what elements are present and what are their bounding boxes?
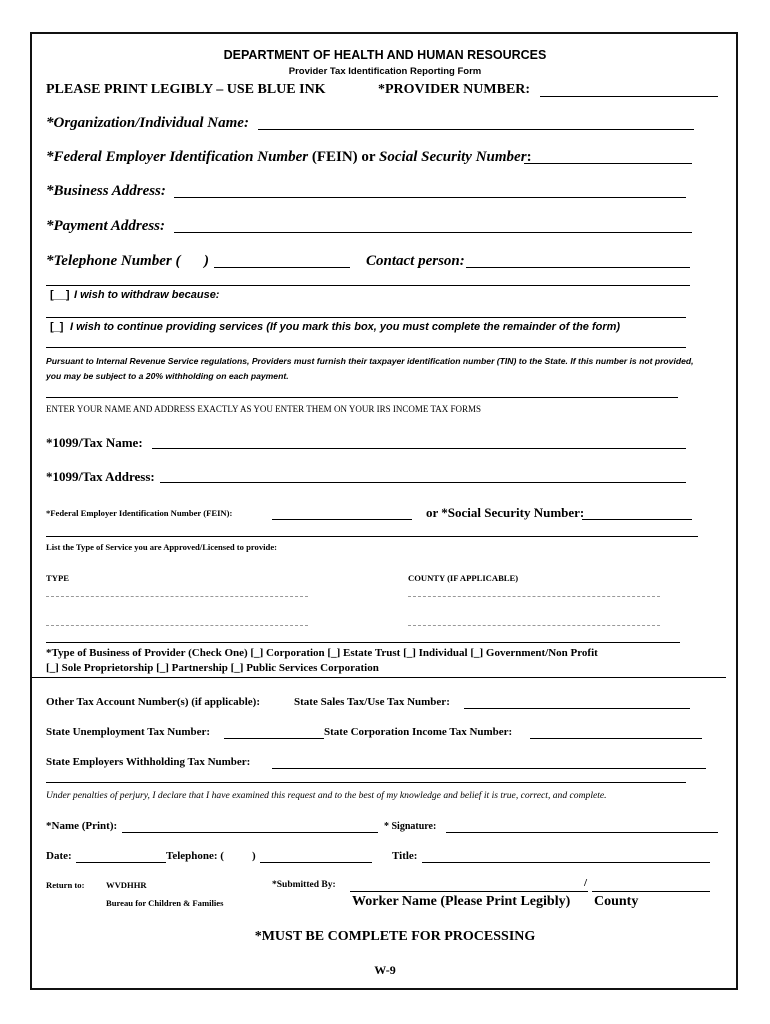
worker-county-caption: County [594,894,639,909]
unemployment-tax-label: State Unemployment Tax Number: [46,726,211,738]
business-type-line-2[interactable]: [_] Sole Proprietorship [_] Partnership [_] Public Services Corporation [46,662,379,674]
business-address-label: *Business Address: [46,183,166,199]
sales-tax-label: State Sales Tax/Use Tax Number: [294,696,450,708]
fein-ssn-label: *Federal Employer Identification Number (FEIN) or Social Security Number: [46,149,532,165]
telephone-label: *Telephone Number ( [46,253,181,269]
continue-label: I wish to continue providing services (If you mark this box, you must complete the remainder of the form) [70,321,621,333]
form-title: Provider Tax Identification Reporting Form [288,66,482,77]
service-type-line-2[interactable] [46,625,308,626]
irs-fein-label: *Federal Employer Identification Number (FEIN): [46,508,233,518]
provider-number-field[interactable] [540,84,718,97]
tax-address-label: *1099/Tax Address: [46,469,155,484]
business-address-field[interactable] [174,183,686,198]
org-name-field[interactable] [258,115,694,130]
return-to-label: Return to: [46,880,85,890]
irs-ssn-field[interactable] [582,506,692,520]
payment-address-label: *Payment Address: [46,218,166,234]
signature-telephone-close: ) [252,850,256,862]
irs-ssn-label: or *Social Security Number: [426,505,585,520]
divider-2 [46,347,686,348]
date-label: Date: [46,850,72,862]
must-complete-notice: *MUST BE COMPLETE FOR PROCESSING [254,929,536,944]
tax-name-field[interactable] [152,435,686,449]
withdraw-checkbox[interactable]: [__] [50,289,70,301]
print-name-label: *Name (Print): [46,820,118,832]
unemployment-tax-field[interactable] [224,726,324,739]
perjury-declaration: Under penalties of perjury, I declare that I have examined this request and to the best of my knowledge and belief it is true, correct, and complete. [46,790,607,801]
worker-county-slash: / [584,877,588,889]
corporation-tax-label: State Corporation Income Tax Number: [324,726,513,738]
tax-name-label: *1099/Tax Name: [46,435,143,450]
title-label: Title: [392,850,418,862]
department-title: DEPARTMENT OF HEALTH AND HUMAN RESOURCES [223,48,547,62]
sales-tax-field[interactable] [464,696,690,709]
signature-label: * Signature: [384,821,437,832]
worker-county-field[interactable] [592,880,710,892]
divider-5 [46,642,680,643]
continue-checkbox[interactable]: [_] [50,321,64,333]
irs-name-instruction: ENTER YOUR NAME AND ADDRESS EXACTLY AS YOU ENTER THEM ON YOUR IRS INCOME TAX FORMS [46,404,481,414]
fein-ssn-field[interactable] [524,149,692,164]
date-field[interactable] [76,850,166,863]
divider-6 [32,677,726,678]
signature-telephone-field[interactable] [260,850,372,863]
divider-7 [46,782,686,783]
withdraw-reason-line[interactable] [46,317,686,318]
other-tax-accounts-label: Other Tax Account Number(s) (if applicable): [46,696,260,708]
contact-person-label: Contact person: [366,253,465,269]
provider-number-label: *PROVIDER NUMBER: [378,82,531,97]
service-county-header: COUNTY (IF APPLICABLE) [408,573,519,583]
irs-fein-field[interactable] [272,506,412,520]
service-county-line-2[interactable] [408,625,660,626]
telephone-field[interactable] [214,253,350,268]
print-legibly-note: PLEASE PRINT LEGIBLY – USE BLUE INK [46,82,326,97]
org-name-label: *Organization/Individual Name: [46,115,249,131]
title-field[interactable] [422,850,710,863]
service-type-line-1[interactable] [46,596,308,597]
service-type-header: TYPE [46,573,69,583]
signature-field[interactable] [446,820,718,833]
return-agency: WVDHHR [106,880,147,890]
print-name-field[interactable] [122,820,378,833]
divider-4 [46,536,698,537]
withdraw-label: I wish to withdraw because: [74,289,220,301]
worker-name-caption: Worker Name (Please Print Legibly) [352,894,571,909]
withholding-tax-label: State Employers Withholding Tax Number: [46,756,251,768]
form-number: W-9 [374,963,396,977]
divider-1 [46,285,690,286]
signature-telephone-label: Telephone: ( [166,850,224,862]
irs-notice: Pursuant to Internal Revenue Service regulations, Providers must furnish their taxpayer identification number (TIN) to the State. If this number is not provided, you may be subject to a 20% withholding on each payment. [46,356,694,381]
divider-3 [46,397,678,398]
worker-name-field[interactable] [350,880,588,892]
telephone-close-paren: ) [204,253,209,269]
payment-address-field[interactable] [174,218,692,233]
contact-person-field[interactable] [466,253,690,268]
return-bureau: Bureau for Children & Families [106,898,224,908]
corporation-tax-field[interactable] [530,726,702,739]
tax-address-field[interactable] [160,469,686,483]
service-county-line-1[interactable] [408,596,660,597]
service-instruction: List the Type of Service you are Approved/Licensed to provide: [46,542,277,552]
business-type-line-1[interactable]: *Type of Business of Provider (Check One) [_] Corporation [_] Estate Trust [_] Individual [_] Government/Non Profit [46,647,598,659]
withholding-tax-field[interactable] [272,756,706,769]
submitted-by-label: *Submitted By: [272,880,336,890]
